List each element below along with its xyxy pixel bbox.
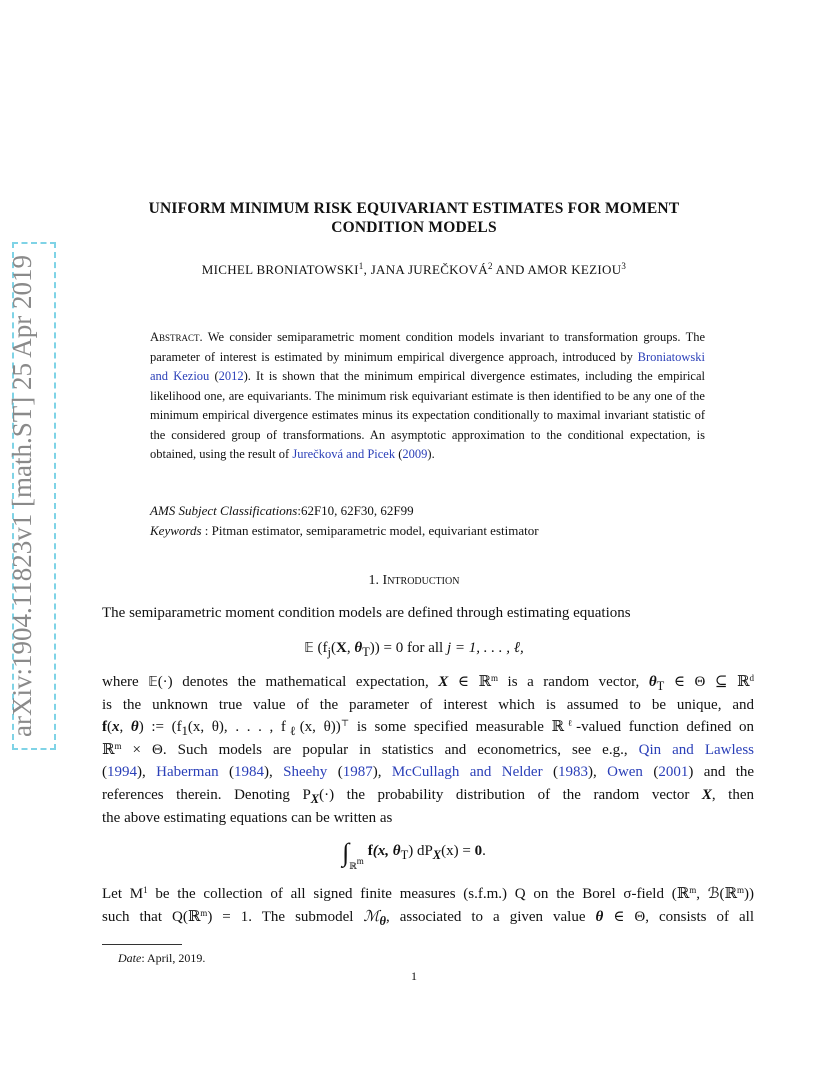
p2-l1-e: ∈ Θ ⊆ ℝ <box>664 674 750 690</box>
p3-l1-a: Let M <box>102 886 144 902</box>
p2-l5-e: ( <box>327 764 343 781</box>
eq2-T: T <box>400 848 409 862</box>
eq1-theta: θ <box>354 640 363 656</box>
p3-l2-b: ) = 1. The submodel <box>207 908 364 925</box>
eq2-mid: ) dP <box>408 843 433 859</box>
p2-l3-sl: ℓ <box>285 724 300 739</box>
arxiv-stamp: arXiv:1904.11823v1 [math.ST] 25 Apr 2019 <box>7 255 37 737</box>
citation-year-1987[interactable]: 1987 <box>342 764 373 781</box>
paragraph-3 <box>102 883 754 928</box>
eq1-open: (f <box>313 640 328 656</box>
eq2-f: f <box>367 843 373 859</box>
p2-l1-T: T <box>656 679 665 693</box>
paragraph-2 <box>102 671 754 829</box>
p2-l5-j: ) and the <box>688 764 755 781</box>
p2-l1-dd: d <box>749 673 754 683</box>
p3-l2-theta2: θ <box>595 908 604 925</box>
p3-l1-m2: m <box>736 885 744 895</box>
equation-1 <box>0 637 828 663</box>
author-sep: , <box>363 262 371 277</box>
p2-l3-top: ⊤ <box>340 718 350 729</box>
abstract-text-2: . It is shown that the minimum empirical divergence estimates, including the empirical likelihood one, are equivariants. The minimum risk equivariant estimate is then identified to be any one of the minimum empirical divergence estimates minus its expectation conditionally to maximal invariant statistic of the considered group of transformations. An asymptotic approximation to the conditional expectation, is obtained, using the result of <box>150 369 705 461</box>
eq1-range: j = 1, . . . , ℓ, <box>446 640 524 656</box>
p2-l5-c: ( <box>218 764 234 781</box>
integral-domain-R: ℝ <box>349 861 357 871</box>
p2-l3-f: f <box>102 719 107 736</box>
p3-l2-theta: θ <box>379 913 386 928</box>
p2-l5-h: ), <box>587 764 608 781</box>
footnote-label: Date <box>118 951 142 965</box>
eq1-sub-T: T <box>362 645 370 659</box>
p2-l3-h: -valued function defined on <box>576 719 755 736</box>
section-name: Introduction <box>382 573 460 588</box>
p3-l2-c: , associated to a given value <box>385 908 596 925</box>
abstract-heading: Abstract. <box>150 330 203 344</box>
p3-l2-M: ℳ <box>363 908 380 925</box>
paper-title <box>0 199 828 237</box>
p2-l1-X: X <box>438 674 449 690</box>
p2-l6-b: (·) the probability distribution of the random vector <box>319 786 702 803</box>
p3-l1-m: m <box>689 885 697 895</box>
p2-line-3 <box>102 716 754 739</box>
citation-year-1984[interactable]: 1984 <box>234 764 264 781</box>
citation-qin-lawless[interactable]: Qin and Lawless <box>638 741 754 758</box>
authors <box>0 261 828 279</box>
p2-line-7: the above estimating equations can be written as <box>102 809 393 826</box>
author-and: AND <box>492 262 528 277</box>
p2-l1-theta: θ <box>648 674 657 690</box>
p2-l1-m: m <box>490 673 498 683</box>
keywords-label: Keywords <box>150 523 202 538</box>
p2-l5-g: ( <box>542 764 558 781</box>
p2-l1-E: 𝔼 <box>148 675 158 690</box>
p3-line-1 <box>102 883 754 906</box>
p2-l3-f2: (x, θ)) <box>299 719 341 736</box>
integral-domain-m: m <box>356 856 364 866</box>
eq2-end: (x) = <box>441 843 475 859</box>
p2-l5-d: ), <box>264 764 284 781</box>
citation-broniatowski-keziou[interactable]: Broniatowski and Keziou <box>150 349 705 383</box>
p2-l3-b: ( <box>107 719 112 736</box>
author-1-affil: 1 <box>358 261 364 271</box>
p2-l4-b: × Θ. Such models are popular in statistics and econometrics, see e.g., <box>121 741 639 758</box>
citation-mccullagh-nelder[interactable]: McCullagh and Nelder <box>391 764 543 781</box>
p2-l1-a: where <box>102 674 149 690</box>
keywords-value: : Pitman estimator, semiparametric model, equivariant estimator <box>201 523 539 538</box>
ams-value: :62F10, 62F30, 62F99 <box>297 503 414 518</box>
title-line-1: UNIFORM MINIMUM RISK EQUIVARIANT ESTIMATES FOR MOMENT <box>148 200 680 217</box>
eq1-comma: , <box>346 640 355 656</box>
citation-year-2009[interactable]: 2009 <box>402 447 428 461</box>
abstract-paren-close-2: ) <box>427 447 432 461</box>
p2-l4-m: m <box>114 740 122 751</box>
footnote-value: : April, 2019. <box>141 951 206 965</box>
eq2-X: X <box>432 848 442 862</box>
author-2-affil: 2 <box>487 261 493 271</box>
p2-l6-a: references therein. Denoting P <box>102 786 311 803</box>
equation-2 <box>0 839 828 878</box>
abstract-text-3: . <box>431 447 435 461</box>
section-number: 1. <box>368 573 383 588</box>
p2-l1-c: ∈ ℝ <box>448 674 491 690</box>
abstract-paren-close-1: ) <box>243 369 248 383</box>
p3-l1-c: , ℬ(ℝ <box>696 886 737 902</box>
p3-l1-s: 1 <box>143 885 148 895</box>
eq2-dot: . <box>482 843 486 859</box>
p2-l5-f: ), <box>372 764 392 781</box>
p3-l2-d: ∈ Θ, consists of all <box>603 908 755 925</box>
p2-line-1 <box>102 671 754 694</box>
citation-year-1983[interactable]: 1983 <box>557 764 588 781</box>
paragraph-1: The semiparametric moment condition models are defined through estimating equations <box>102 605 631 621</box>
p2-l6-c: , then <box>711 786 755 803</box>
p2-l3-theta: θ <box>130 719 139 736</box>
p2-l3-x: x <box>112 719 120 736</box>
p2-line-6 <box>102 784 754 807</box>
eq2-args: (x, θ <box>372 843 401 859</box>
section-heading <box>0 571 828 591</box>
citation-jureckova-picek[interactable]: Jurečková and Picek <box>292 447 396 461</box>
author-2: JANA JUREČKOVÁ <box>370 262 488 277</box>
author-3: AMOR KEZIOU <box>527 262 622 277</box>
abstract-paren-open-2: ( <box>395 447 403 461</box>
p2-l6-X: X <box>310 791 320 806</box>
p2-l5-i: ( <box>642 764 659 781</box>
citation-year-2012[interactable]: 2012 <box>218 369 244 383</box>
p2-l5-a: ( <box>102 764 107 781</box>
p2-l1-d: is a random vector, <box>497 674 649 690</box>
p3-line-2 <box>102 906 754 929</box>
eq2-zero: 0 <box>474 843 483 859</box>
p2-line-5 <box>102 761 754 784</box>
p2-l3-g: is some specified measurable ℝ <box>349 719 565 736</box>
abstract <box>150 328 705 465</box>
ams-label: AMS Subject Classifications <box>150 503 298 518</box>
footnote <box>118 950 205 966</box>
p2-l3-c: , <box>119 719 131 736</box>
eq1-X: X <box>335 640 347 656</box>
p2-l3-s1: 1 <box>181 724 188 739</box>
eq1-expectation: 𝔼 <box>304 641 314 656</box>
abstract-text-1: We consider semiparametric moment condition models invariant to transformation groups. The parameter of interest is estimated by minimum empirical divergence approach, introduced by <box>150 330 705 364</box>
integral-sign: ∫ <box>342 838 350 867</box>
p2-l3-d: ) := (f <box>138 719 182 736</box>
p2-l3-l: ℓ <box>564 718 577 729</box>
p2-l6-X2: X <box>701 786 712 803</box>
p2-l3-e: (x, θ), . . . , f <box>187 719 286 736</box>
eq1-sub-j: j <box>327 645 331 659</box>
page-number: 1 <box>411 969 417 983</box>
p2-l1-b: (·) denotes the mathematical expectation, <box>157 674 439 690</box>
p3-l2-m: m <box>200 907 208 918</box>
citation-year-2001[interactable]: 2001 <box>658 764 689 781</box>
p2-l4-a: ℝ <box>102 741 115 758</box>
p3-l2-a: such that Q(ℝ <box>102 908 201 925</box>
p2-l5-b: ), <box>137 764 157 781</box>
p3-l1-b: be the collection of all signed finite measures (s.f.m.) Q on the Borel σ-field (ℝ <box>147 886 690 902</box>
integral-domain <box>349 856 364 871</box>
citation-year-1994[interactable]: 1994 <box>107 764 137 781</box>
footnote-rule <box>102 944 182 945</box>
eq1-paren: ( <box>330 640 336 656</box>
keywords <box>150 521 539 541</box>
citation-sheehy[interactable]: Sheehy <box>283 764 328 781</box>
p2-line-2: is the unknown true value of the parameter of interest which is assumed to be unique, and <box>102 696 754 713</box>
title-line-2: CONDITION MODELS <box>331 219 497 236</box>
author-1: MICHEL BRONIATOWSKI <box>201 262 359 277</box>
ams-classifications <box>150 501 414 521</box>
p3-l1-d: )) <box>744 886 754 902</box>
eq1-close: )) = 0 for all <box>369 640 447 656</box>
author-3-affil: 3 <box>621 261 627 271</box>
citation-owen[interactable]: Owen <box>607 764 643 781</box>
p2-line-4 <box>102 739 754 762</box>
citation-haberman[interactable]: Haberman <box>156 764 219 781</box>
abstract-paren-open-1: ( <box>209 369 219 383</box>
